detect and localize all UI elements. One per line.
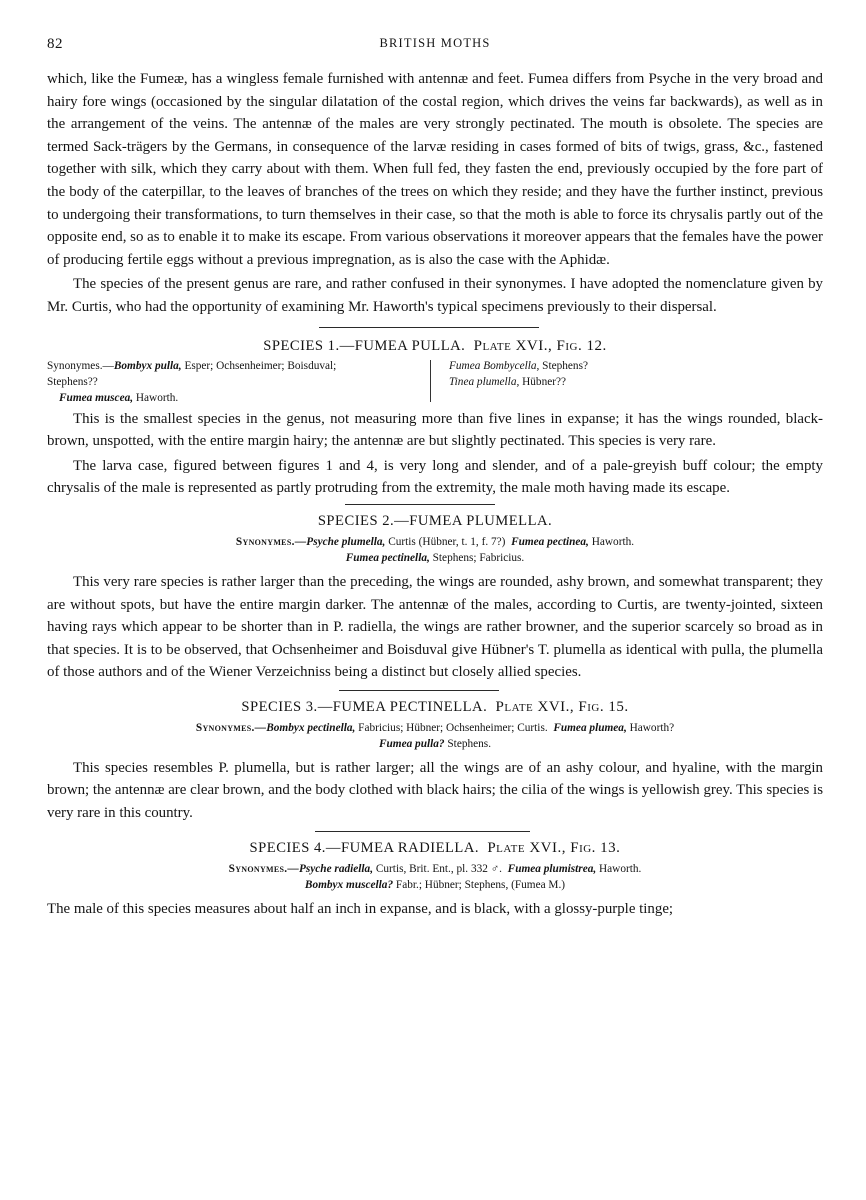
species-2-heading: SPECIES 2.—FUMEA PLUMELLA.	[317, 512, 553, 529]
species-4-paragraph-1: The male of this species measures about half an inch in expanse, and is black, with a glossy-purple tinge;	[47, 900, 674, 917]
section-divider	[319, 327, 539, 328]
species-1-paragraph-2: The larva case, figured between figures 1 and 4, is very long and slender, and of a pale-greyish buff colour; the empty chrysalis of the male is represented as partly protruding from the extremity, the male moth having made its escape.	[47, 457, 823, 497]
species-2-paragraph-1: This very rare species is rather larger than the preceding, the wings are rounded, ashy brown, and somewhat transparent; they are without spots, but have the entire margin darker. The antennæ of the males, according to Curtis, are twenty-jointed, sixteen having rays which appear to be shorter than in P. radiella, the wings are rather browner, and the superior scarcely so broad as in that species. It is to be observed, that Ochsenheimer and Boisduval give Hübner's T. plumella as identical with pulla, the plumella of those authors and of the Wiener Verzeichniss being a distinct but closely allied species.	[47, 573, 823, 681]
species-2-synonymes: Synonymes.—Psyche plumella, Curtis (Hübner, t. 1, f. 7?) Fumea pectinea, Haworth. Fumea pectinella, Stephens; Fabricius.	[235, 535, 635, 565]
species-4-synonymes: Synonymes.—Psyche radiella, Curtis, Brit. Ent., pl. 332 ♂. Fumea plumistrea, Haworth. Bombyx muscella? Fabr.; Hübner; Stephens, (Fumea M.)	[228, 862, 642, 892]
section-divider	[345, 504, 495, 505]
intro-paragraph-1: which, like the Fumeæ, has a wingless female furnished with antennæ and feet. Fumea differs from Psyche in the very broad and hairy fore wings (occasioned by the singular dilatation of the costal region, which drives the veins far backwards), as well as in the arrangement of the veins. The antennæ of the males are very strongly pectinated. The mouth is obsolete. The species are termed Sack-trägers by the Germans, in consequence of the larvæ residing in cases formed of bits of twigs, grass, &c., fastened together with silk, which they carry about with them. When full fed, they fasten the end, previously occupied by the fore part of the body of the caterpillar, to the leaves of branches of the trees on which they reside; and they have the further instinct, previous to undergoing their transformations, to turn themselves in their case, so that the moth is able to force its chrysalis partly out of the opposite end, so as to enable it to make its escape. From various observations it moreover appears that the females have the power of producing fertile eggs without a previous impregnation, as is also the case with the Aphidæ.	[47, 71, 823, 268]
species-3-synonymes: Synonymes.—Bombyx pectinella, Fabricius; Hübner; Ochsenheimer; Curtis. Fumea plumea, Haworth? Fumea pulla? Stephens.	[195, 721, 675, 751]
species-3-heading: SPECIES 3.—FUMEA PECTINELLA. Plate XVI., Fig. 15.	[241, 698, 629, 715]
running-title: BRITISH MOTHS	[379, 36, 491, 50]
book-page	[47, 36, 823, 1186]
synonymes-column-divider	[430, 360, 431, 402]
page-number: 82	[47, 36, 63, 52]
intro-paragraph-2: The species of the present genus are rare, and rather confused in their synonymes. I have adopted the nomenclature given by Mr. Curtis, who had the opportunity of examining Mr. Haworth's typical specimens previously to their dispersal.	[47, 276, 823, 315]
species-3-paragraph-1: This species resembles P. plumella, but is rather larger; all the wings are of an ashy colour, and hyaline, with the margin brown; the antennæ are clear brown, and the body clothed with black hairs; the cilia of the wings is yellowish grey. This species is very rare in this country.	[47, 759, 823, 822]
species-4-heading: SPECIES 4.—FUMEA RADIELLA. Plate XVI., Fig. 13.	[249, 839, 621, 856]
species-4-plate: Plate XVI., Fig. 13.	[487, 839, 621, 856]
page-header	[47, 36, 823, 58]
species-3-plate: Plate XVI., Fig. 15.	[495, 698, 629, 715]
synonymes-label: Synonymes.—	[47, 359, 114, 372]
section-divider	[315, 831, 530, 832]
species-1-heading: SPECIES 1.—FUMEA PULLA. Plate XVI., Fig. 12.	[263, 337, 607, 354]
species-1-plate: Plate XVI., Fig. 12.	[473, 337, 607, 354]
species-1-paragraph-1: This is the smallest species in the genus, not measuring more than five lines in expanse; it has the wings rounded, black-brown, unspotted, with the entire margin hairy; the antennæ are but slightly pectinated. This species is very rare.	[47, 410, 823, 450]
section-divider	[339, 690, 499, 691]
species-1-synonymes: Synonymes.—Bombyx pulla, Esper; Ochsenheimer; Boisduval; Stephens?? Fumea muscea, Haworth. Fumea Bombycella, Stephens? Tinea plumella, Hübner??	[47, 359, 588, 404]
